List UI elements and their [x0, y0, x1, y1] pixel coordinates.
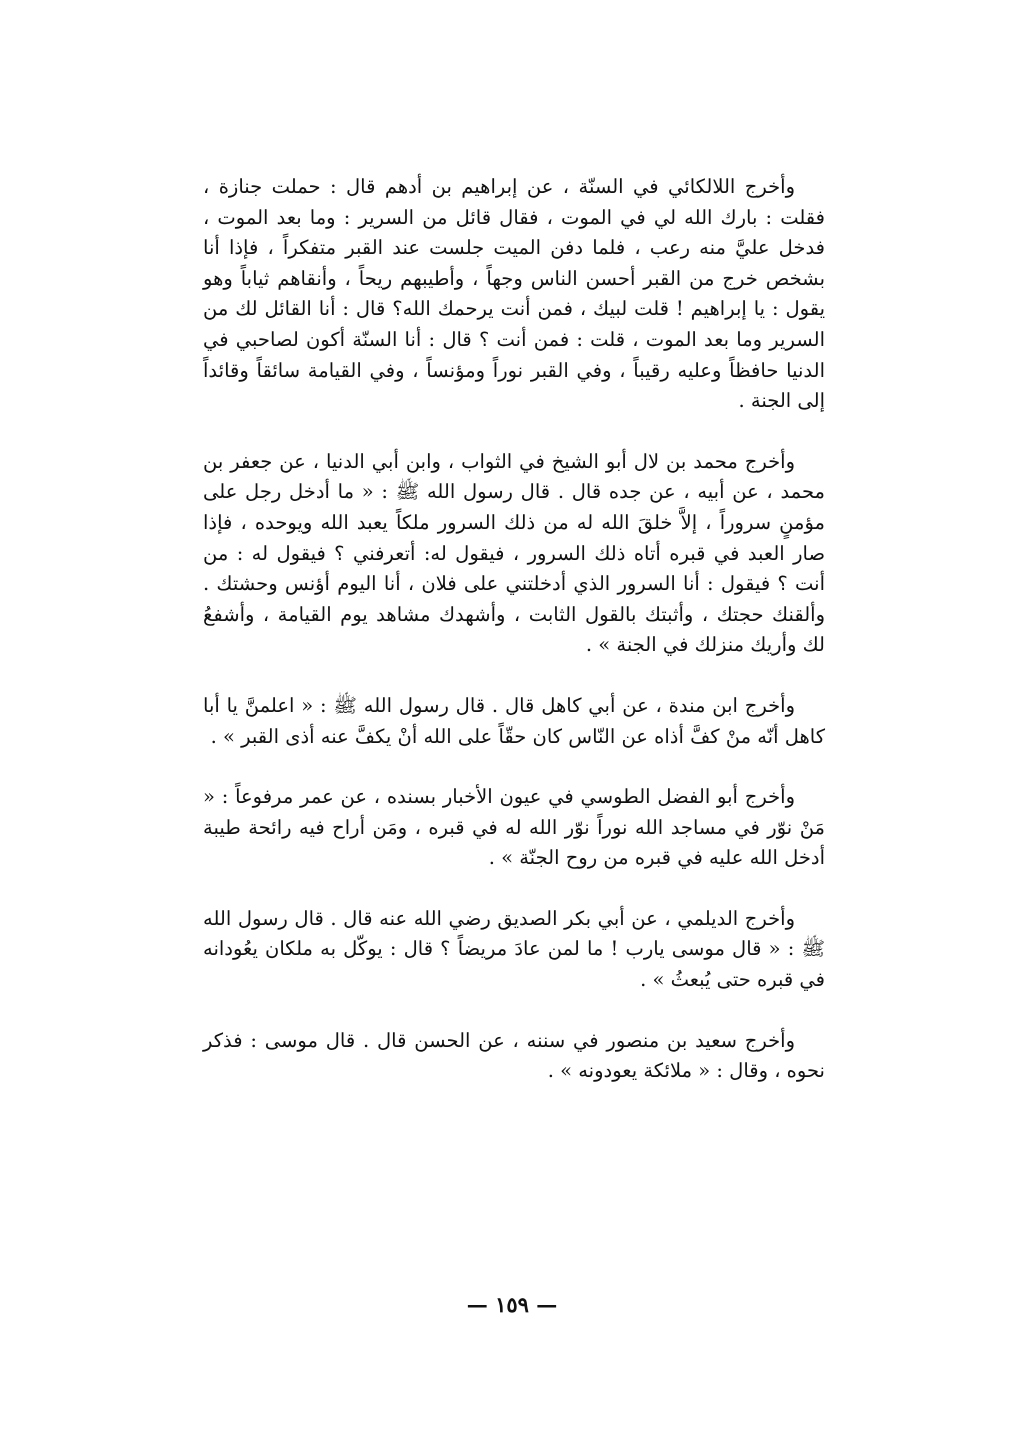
- page-body: [203, 172, 825, 1087]
- paragraph-said-bin-mansur: وأخرج سعيد بن منصور في سننه ، عن الحسن قال . قال موسى : فذكر نحوه ، وقال : « ملائكة يعودونه » .: [203, 1028, 825, 1083]
- page-number: — ١٥٩ —: [466, 1292, 558, 1317]
- paragraph-daylami: وأخرج الديلمي ، عن أبي بكر الصديق رضي الله عنه قال . قال رسول الله ﷺ : « قال موسى يارب ! ما لمن عادَ مريضاً ؟ قال : يوكّل به ملكان يعُودانه في قبره حتى يُبعثُ » .: [203, 906, 825, 992]
- paragraph-lalikai: وأخرج اللالكائي في السنّة ، عن إبراهيم بن أدهم قال : حملت جنازة ، فقلت : بارك الله لي في الموت ، فقال قائل من السرير : وما بعد الموت ، فدخل عليَّ منه رعب ، فلما دفن الميت جلست عند القبر متفكراً ، فإذا أنا بشخص خرج من القبر أحسن الناس وجهاً ، وأطيبهم ريحاً ، وأنقاهم ثياباً وهو يقول : يا إبراهيم ! قلت لبيك ، فمن أنت يرحمك الله؟ قال : أنا القائل لك من السرير وما بعد الموت ، قلت : فمن أنت ؟ قال : أنا السنّة أكون لصاحبي في الدنيا حافظاً وعليه رقيباً ، وفي القبر نوراً ومؤنساً ، وفي القيامة سائقاً وقائداً إلى الجنة .: [203, 175, 825, 413]
- paragraph-ibn-mandah: وأخرج ابن مندة ، عن أبي كاهل قال . قال رسول الله ﷺ : « اعلمنَّ يا أبا كاهل أنّه منْ كفَّ أذاه عن النّاس كان حقّاً على الله أنْ يكفَّ عنه أذى القبر » .: [203, 693, 825, 748]
- paragraph-tusi: وأخرج أبو الفضل الطوسي في عيون الأخبار بسنده ، عن عمر مرفوعاً : « مَنْ نوّر في مساجد الله نوراً نوّر الله له في قبره ، ومَن أراح فيه رائحة طيبة أدخل الله عليه في قبره من روح الجنّة » .: [203, 785, 825, 870]
- paragraph-muhammad-bin-lal: وأخرج محمد بن لال أبو الشيخ في الثواب ، وابن أبي الدنيا ، عن جعفر بن محمد ، عن أبيه ، عن جده قال . قال رسول الله ﷺ : « ما أدخل رجل على مؤمنٍ سروراً ، إلاَّ خلقَ الله له من ذلك السرور ملكاً يعبد الله ويوحده ، فإذا صار العبد في قبره أتاه ذلك السرور ، فيقول له: أتعرفني ؟ فيقول له : من أنت ؟ فيقول : أنا السرور الذي أدخلتني على فلان ، أنا اليوم أؤنس وحشتك . وألقنك حجتك ، وأثبتك بالقول الثابت ، وأشهدك مشاهد يوم القيامة ، وأشفعُ لك وأريك منزلك في الجنة » .: [203, 449, 825, 657]
